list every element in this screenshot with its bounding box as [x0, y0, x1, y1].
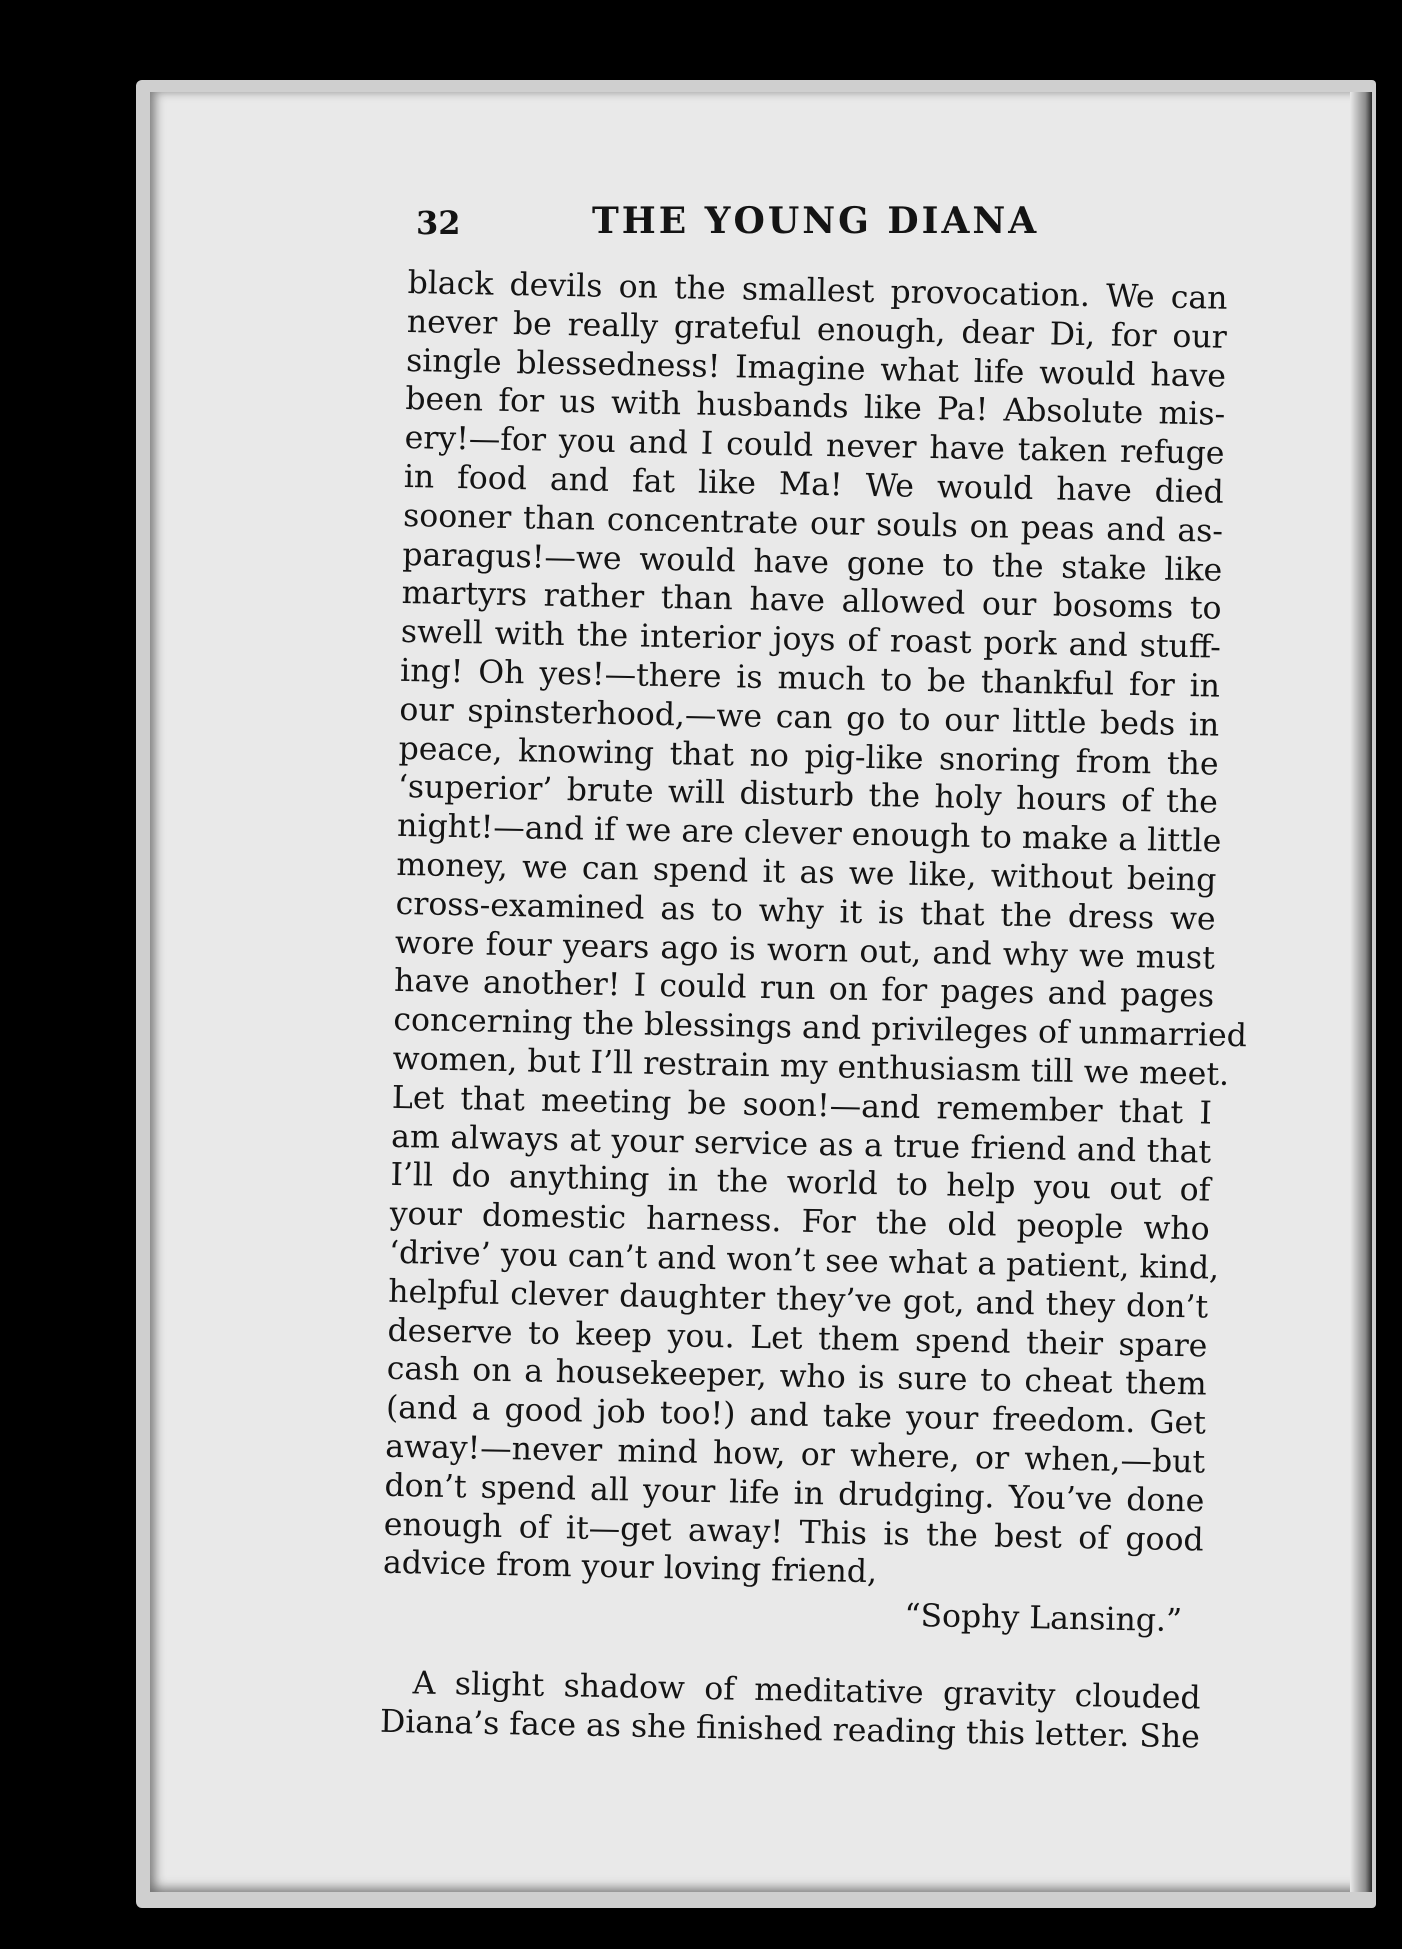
- text-line: your domestic harness. For the old people who: [389, 1195, 1210, 1248]
- text-line: in food and fat like Ma! We would have died: [403, 458, 1225, 511]
- page-gutter-shadow: [1350, 92, 1372, 1892]
- page-number: 32: [416, 204, 461, 242]
- text-line: paragus!—we would have gone to the stake like: [402, 536, 1223, 589]
- body-text: [379, 264, 1248, 1757]
- text-line: ‘drive’ you can’t and won’t see what a patient, kind,: [388, 1234, 1220, 1287]
- text-line: been for us with husbands like Pa! Absolute mis-: [405, 381, 1226, 434]
- text-line: martyrs rather than have allowed our bosoms to: [401, 575, 1222, 628]
- text-line: ‘superior’ brute will disturb the holy hours of the: [397, 769, 1219, 822]
- text-line: peace, knowing that no pig-like snoring from the: [398, 730, 1219, 783]
- text-line: A slight shadow of meditative gravity clouded: [412, 1665, 1201, 1717]
- text-line: ing! Oh yes!—there is much to be thankful for in: [399, 652, 1221, 705]
- text-line: cash on a housekeeper, who is sure to cheat them: [386, 1351, 1207, 1403]
- text-line: advice from your loving friend,: [382, 1545, 878, 1591]
- text-line: single blessedness! Imagine what life would have: [405, 342, 1227, 395]
- text-line: (and a good job too!) and take your freedom. Get: [385, 1389, 1207, 1442]
- text-line: concerning the blessings and privileges of unmarried: [393, 1002, 1248, 1055]
- running-header: [416, 200, 1106, 260]
- text-line: cross-examined as to why it is that the dress we: [395, 885, 1216, 938]
- text-line: swell with the interior joys of roast pork and stuff-: [400, 614, 1222, 666]
- text-line: our spinsterhood,—we can go to our little beds in: [399, 691, 1220, 744]
- text-line: enough of it—get away! This is the best of good: [383, 1506, 1204, 1559]
- text-line: wore four years ago is worn out, and why we must: [394, 924, 1216, 977]
- text-line: black devils on the smallest provocation. We can: [407, 264, 1228, 317]
- text-line: money, we can spend it as we like, without being: [396, 846, 1217, 899]
- text-line: sooner than concentrate our souls on peas and as-: [402, 497, 1224, 550]
- letter-signature: “Sophy Lansing.”: [904, 1597, 1183, 1640]
- text-line: have another! I could run on for pages and pages: [393, 963, 1215, 1015]
- text-line: deserve to keep you. Let them spend their spare: [387, 1312, 1208, 1365]
- running-title: THE YOUNG DIANA: [592, 200, 1040, 242]
- text-line: am always at your service as a true friend and that: [390, 1118, 1212, 1171]
- text-line: night!—and if we are clever enough to make a little: [396, 808, 1222, 860]
- text-line: never be really grateful enough, dear Di, for our: [406, 303, 1228, 356]
- text-line: don’t spend all your life in drudging. You’ve done: [384, 1467, 1205, 1520]
- text-line: helpful clever daughter they’ve got, and they don’t: [387, 1273, 1209, 1326]
- text-line: Let that meeting be soon!—and remember that I: [391, 1079, 1213, 1132]
- text-line: Diana’s face as she finished reading this letter. She: [379, 1703, 1201, 1756]
- text-line: women, but I’ll restrain my enthusiasm till we meet.: [392, 1040, 1230, 1093]
- text-line: away!—never mind how, or where, or when,—but: [384, 1428, 1206, 1481]
- text-line: I’ll do anything in the world to help you out of: [390, 1157, 1211, 1209]
- text-line: ery!—for you and I could never have taken refuge: [404, 420, 1225, 472]
